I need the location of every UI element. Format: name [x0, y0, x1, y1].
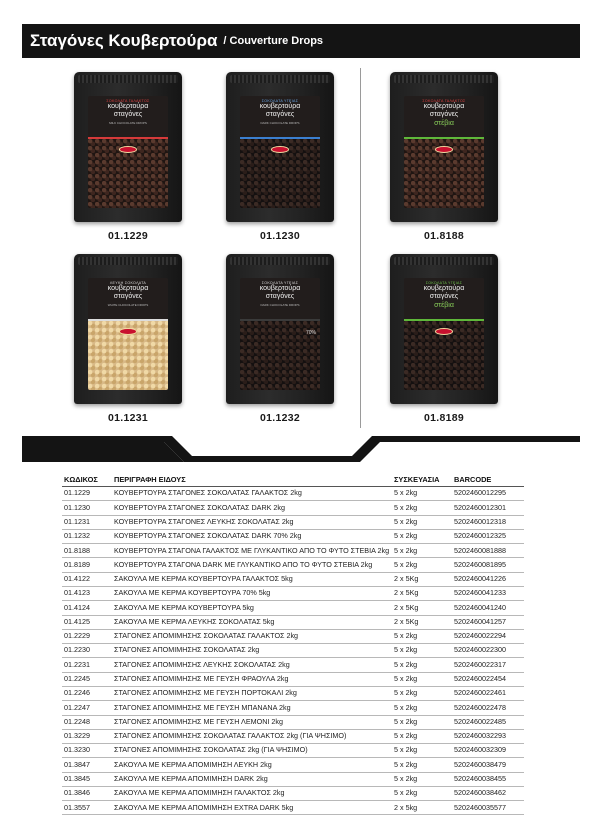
header-bar [22, 24, 580, 58]
table-row [62, 786, 524, 800]
cell-barcode: 5202460041240 [452, 601, 524, 615]
product-code: 01.1230 [259, 230, 301, 242]
bag-name-line1: κουβερτούρα [423, 285, 465, 292]
table-row [62, 658, 524, 672]
cell-barcode: 5202460022485 [452, 715, 524, 729]
cell-packaging: 5 x 2kg [392, 701, 452, 715]
product-code: 01.8188 [423, 230, 465, 242]
product-code: 01.1231 [107, 412, 149, 424]
bag-kicker: ΛΕΥΚΗ ΣΟΚΟΛΑΤΑ [109, 281, 147, 285]
product-card [384, 72, 504, 242]
table-row [62, 586, 524, 600]
bag-tag: DARK CHOCOLATE DROPS [260, 121, 300, 125]
table-row [62, 772, 524, 786]
table-row [62, 744, 524, 758]
cell-code: 01.1232 [62, 529, 112, 543]
cell-description: ΣΤΑΓΟΝΕΣ ΑΠΟΜΙΜΗΣΗΣ ΛΕΥΚΗΣ ΣΟΚΟΛΑΤΑΣ 2kg [112, 658, 392, 672]
cell-packaging: 5 x 2kg [392, 644, 452, 658]
table-row [62, 487, 524, 501]
cell-packaging: 5 x 2kg [392, 515, 452, 529]
table-row [62, 701, 524, 715]
product-table-grid [62, 474, 524, 815]
bag-kicker: ΣΟΚΟΛΑΤΑ ΥΓΕΙΑΣ [425, 281, 463, 285]
cell-barcode: 5202460012325 [452, 529, 524, 543]
cell-barcode: 5202460041226 [452, 572, 524, 586]
cell-packaging: 5 x 2kg [392, 558, 452, 572]
cell-packaging: 2 x 5Kg [392, 572, 452, 586]
cell-code: 01.3230 [62, 744, 112, 758]
cell-description: ΣΤΑΓΟΝΕΣ ΑΠΟΜΙΜΗΣΗΣ ΣΟΚΟΛΑΤΑΣ 2kg (ΓΙΑ ΨΗΣΙΜΟ) [112, 744, 392, 758]
cell-description: ΣΑΚΟΥΛΑ ΜΕ ΚΕΡΜΑ ΛΕΥΚΗΣ ΣΟΚΟΛΑΤΑΣ 5kg [112, 615, 392, 629]
table-row [62, 515, 524, 529]
cell-barcode: 5202460012318 [452, 515, 524, 529]
cell-description: ΣΑΚΟΥΛΑ ΜΕ ΚΕΡΜΑ ΑΠΟΜΙΜΗΣΗ ΓΑΛΑΚΤΟΣ 2kg [112, 786, 392, 800]
page-title: Σταγόνες Κουβερτούρα [30, 31, 218, 50]
cell-code: 01.2246 [62, 686, 112, 700]
header-packaging: ΣΥΣΚΕΥΑΣΙΑ [392, 474, 452, 487]
cell-code: 01.2231 [62, 658, 112, 672]
cell-code: 01.8189 [62, 558, 112, 572]
bag-kicker: ΣΟΚΟΛΑΤΑ ΥΓΕΙΑΣ [261, 99, 299, 103]
vertical-divider [360, 68, 361, 428]
cell-description: ΣΤΑΓΟΝΕΣ ΑΠΟΜΙΜΗΣΗΣ ΣΟΚΟΛΑΤΑΣ ΓΑΛΑΚΤΟΣ 2kg [112, 629, 392, 643]
table-row [62, 801, 524, 815]
cell-packaging: 5 x 2kg [392, 744, 452, 758]
product-code: 01.1229 [107, 230, 149, 242]
table-row [62, 501, 524, 515]
cell-code: 01.2229 [62, 629, 112, 643]
cell-barcode: 5202460022461 [452, 686, 524, 700]
table-row [62, 629, 524, 643]
product-bag-image [74, 72, 182, 222]
cell-barcode: 5202460022317 [452, 658, 524, 672]
cell-code: 01.1229 [62, 487, 112, 501]
product-card [68, 72, 188, 242]
cell-packaging: 5 x 2kg [392, 758, 452, 772]
cell-barcode: 5202460041257 [452, 615, 524, 629]
bag-name-line2: σταγόνες [113, 111, 143, 118]
product-card [384, 254, 504, 424]
table-row [62, 558, 524, 572]
bag-kicker: ΣΟΚΟΛΑΤΑ ΥΓΕΙΑΣ [261, 281, 299, 285]
product-card [220, 254, 340, 424]
cell-code: 01.8188 [62, 544, 112, 558]
cell-description: ΣΤΑΓΟΝΕΣ ΑΠΟΜΙΜΗΣΗΣ ΣΟΚΟΛΑΤΑΣ 2kg [112, 644, 392, 658]
cell-description: ΣΤΑΓΟΝΕΣ ΑΠΟΜΙΜΗΣΗΣ ΜΕ ΓΕΥΣΗ ΜΠΑΝΑΝΑ 2kg [112, 701, 392, 715]
cell-packaging: 2 x 5Kg [392, 601, 452, 615]
table-header-row [62, 474, 524, 487]
cell-description: ΣΑΚΟΥΛΑ ΜΕ ΚΕΡΜΑ ΑΠΟΜΙΜΗΣΗ EXTRA DARK 5kg [112, 801, 392, 815]
cell-code: 01.3557 [62, 801, 112, 815]
cell-description: ΚΟΥΒΕΡΤΟΥΡΑ ΣΤΑΓΟΝΕΣ ΣΟΚΟΛΑΤΑΣ ΓΑΛΑΚΤΟΣ 2kg [112, 487, 392, 501]
cell-barcode: 5202460022294 [452, 629, 524, 643]
cell-barcode: 5202460038462 [452, 786, 524, 800]
product-card [68, 254, 188, 424]
table-row [62, 729, 524, 743]
cell-barcode: 5202460032293 [452, 729, 524, 743]
bag-name-line1: κουβερτούρα [107, 285, 149, 292]
brand-logo [435, 328, 453, 335]
cell-packaging: 5 x 2kg [392, 629, 452, 643]
product-bag-image [226, 254, 334, 404]
cell-code: 01.1231 [62, 515, 112, 529]
cell-packaging: 5 x 2kg [392, 672, 452, 686]
cell-barcode: 5202460022478 [452, 701, 524, 715]
product-bag-image [74, 254, 182, 404]
cell-code: 01.4122 [62, 572, 112, 586]
table-row [62, 715, 524, 729]
cell-code: 01.2230 [62, 644, 112, 658]
header-description: ΠΕΡΙΓΡΑΦΗ ΕΙΔΟΥΣ [112, 474, 392, 487]
stevia-label: στέβια [434, 120, 454, 127]
cell-packaging: 5 x 2kg [392, 544, 452, 558]
bag-tag: MILK CHOCOLATE DROPS [109, 121, 147, 125]
cell-description: ΣΤΑΓΟΝΕΣ ΑΠΟΜΙΜΗΣΗΣ ΣΟΚΟΛΑΤΑΣ ΓΑΛΑΚΤΟΣ 2kg (ΓΙΑ ΨΗΣΙΜΟ) [112, 729, 392, 743]
product-code: 01.8189 [423, 412, 465, 424]
cell-code: 01.4124 [62, 601, 112, 615]
table-row [62, 601, 524, 615]
cell-packaging: 2 x 5kg [392, 801, 452, 815]
bag-name-line2: σταγόνες [265, 111, 295, 118]
cell-barcode: 5202460041233 [452, 586, 524, 600]
header-barcode: BARCODE [452, 474, 524, 487]
cell-barcode: 5202460012301 [452, 501, 524, 515]
stevia-label: στέβια [434, 302, 454, 309]
product-card [220, 72, 340, 242]
cell-description: ΣΑΚΟΥΛΑ ΜΕ ΚΕΡΜΑ ΑΠΟΜΙΜΗΣΗ DARK 2kg [112, 772, 392, 786]
cell-packaging: 2 x 5Kg [392, 615, 452, 629]
cell-description: ΣΤΑΓΟΝΕΣ ΑΠΟΜΙΜΗΣΗΣ ΜΕ ΓΕΥΣΗ ΛΕΜΟΝΙ 2kg [112, 715, 392, 729]
bag-name-line2: σταγόνες [429, 111, 459, 118]
table-row [62, 572, 524, 586]
bag-name-line1: κουβερτούρα [259, 285, 301, 292]
cell-packaging: 5 x 2kg [392, 487, 452, 501]
cell-barcode: 5202460038479 [452, 758, 524, 772]
cell-packaging: 5 x 2kg [392, 529, 452, 543]
table-row [62, 672, 524, 686]
cell-code: 01.2248 [62, 715, 112, 729]
cell-code: 01.4125 [62, 615, 112, 629]
cell-packaging: 5 x 2kg [392, 658, 452, 672]
product-bag-image [390, 72, 498, 222]
cell-packaging: 5 x 2kg [392, 501, 452, 515]
cell-packaging: 2 x 5Kg [392, 586, 452, 600]
cell-code: 01.1230 [62, 501, 112, 515]
cell-description: ΚΟΥΒΕΡΤΟΥΡΑ ΣΤΑΓΟΝΑ DARK ΜΕ ΓΛΥΚΑΝΤΙΚΟ ΑΠΟ ΤΟ ΦΥΤΟ ΣΤΕΒΙΑ 2kg [112, 558, 392, 572]
cell-code: 01.4123 [62, 586, 112, 600]
bag-name-line2: σταγόνες [429, 293, 459, 300]
bag-tag: DARK CHOCOLATE DROPS [260, 303, 300, 307]
brand-logo [271, 146, 289, 153]
table-row [62, 686, 524, 700]
bag-kicker: ΣΟΚΟΛΑΤΑ ΓΑΛΑΚΤΟΣ [422, 99, 466, 103]
cell-description: ΣΤΑΓΟΝΕΣ ΑΠΟΜΙΜΗΣΗΣ ΜΕ ΓΕΥΣΗ ΠΟΡΤΟΚΑΛΙ 2kg [112, 686, 392, 700]
cell-packaging: 5 x 2kg [392, 786, 452, 800]
brand-logo [119, 328, 137, 335]
cell-packaging: 5 x 2kg [392, 686, 452, 700]
product-bag-image [390, 254, 498, 404]
cell-description: ΣΑΚΟΥΛΑ ΜΕ ΚΕΡΜΑ ΚΟΥΒΕΡΤΟΥΡΑ 5kg [112, 601, 392, 615]
cell-packaging: 5 x 2kg [392, 772, 452, 786]
cell-barcode: 5202460022454 [452, 672, 524, 686]
header-code: ΚΩΔΙΚΟΣ [62, 474, 112, 487]
product-bag-image [226, 72, 334, 222]
band-shape [22, 436, 580, 462]
product-code: 01.1232 [259, 412, 301, 424]
bag-kicker: ΣΟΚΟΛΑΤΑ ΓΑΛΑΚΤΟΣ [106, 99, 150, 103]
table-row [62, 644, 524, 658]
cell-packaging: 5 x 2kg [392, 729, 452, 743]
cell-barcode: 5202460022300 [452, 644, 524, 658]
cell-description: ΚΟΥΒΕΡΤΟΥΡΑ ΣΤΑΓΟΝΕΣ ΣΟΚΟΛΑΤΑΣ DARK 2kg [112, 501, 392, 515]
cell-description: ΣΑΚΟΥΛΑ ΜΕ ΚΕΡΜΑ ΚΟΥΒΕΡΤΟΥΡΑ ΓΑΛΑΚΤΟΣ 5kg [112, 572, 392, 586]
cell-description: ΚΟΥΒΕΡΤΟΥΡΑ ΣΤΑΓΟΝΕΣ ΣΟΚΟΛΑΤΑΣ DARK 70% 2kg [112, 529, 392, 543]
brand-logo [435, 146, 453, 153]
cell-barcode: 5202460038455 [452, 772, 524, 786]
bag-tag: WHITE CHOCOLATE DROPS [107, 303, 149, 307]
table-row [62, 529, 524, 543]
cell-code: 01.3845 [62, 772, 112, 786]
decorative-band [22, 436, 580, 462]
cell-code: 01.3847 [62, 758, 112, 772]
cell-description: ΣΑΚΟΥΛΑ ΜΕ ΚΕΡΜΑ ΚΟΥΒΕΡΤΟΥΡΑ 70% 5kg [112, 586, 392, 600]
brand-logo [119, 146, 137, 153]
bag-name-line1: κουβερτούρα [259, 103, 301, 110]
bag-name-line1: κουβερτούρα [107, 103, 149, 110]
cell-description: ΚΟΥΒΕΡΤΟΥΡΑ ΣΤΑΓΟΝΑ ΓΑΛΑΚΤΟΣ ΜΕ ΓΛΥΚΑΝΤΙΚΟ ΑΠΟ ΤΟ ΦΥΤΟ ΣΤΕΒΙΑ 2kg [112, 544, 392, 558]
cell-barcode: 5202460032309 [452, 744, 524, 758]
table-body [62, 487, 524, 815]
table-row [62, 758, 524, 772]
page-subtitle: / Couverture Drops [223, 35, 324, 47]
cell-barcode: 5202460081895 [452, 558, 524, 572]
product-table [62, 474, 524, 815]
cell-code: 01.3846 [62, 786, 112, 800]
cocoa-percent: 70% [305, 330, 316, 336]
cell-description: ΣΑΚΟΥΛΑ ΜΕ ΚΕΡΜΑ ΑΠΟΜΙΜΗΣΗ ΛΕΥΚΗ 2kg [112, 758, 392, 772]
bag-name-line2: σταγόνες [113, 293, 143, 300]
cell-barcode: 5202460035577 [452, 801, 524, 815]
cell-code: 01.3229 [62, 729, 112, 743]
bag-name-line2: σταγόνες [265, 293, 295, 300]
cell-description: ΣΤΑΓΟΝΕΣ ΑΠΟΜΙΜΗΣΗΣ ΜΕ ΓΕΥΣΗ ΦΡΑΟΥΛΑ 2kg [112, 672, 392, 686]
cell-barcode: 5202460081888 [452, 544, 524, 558]
bag-name-line1: κουβερτούρα [423, 103, 465, 110]
cell-packaging: 5 x 2kg [392, 715, 452, 729]
cell-description: ΚΟΥΒΕΡΤΟΥΡΑ ΣΤΑΓΟΝΕΣ ΛΕΥΚΗΣ ΣΟΚΟΛΑΤΑΣ 2kg [112, 515, 392, 529]
table-row [62, 615, 524, 629]
cell-code: 01.2247 [62, 701, 112, 715]
cell-barcode: 5202460012295 [452, 487, 524, 501]
table-row [62, 544, 524, 558]
cell-code: 01.2245 [62, 672, 112, 686]
